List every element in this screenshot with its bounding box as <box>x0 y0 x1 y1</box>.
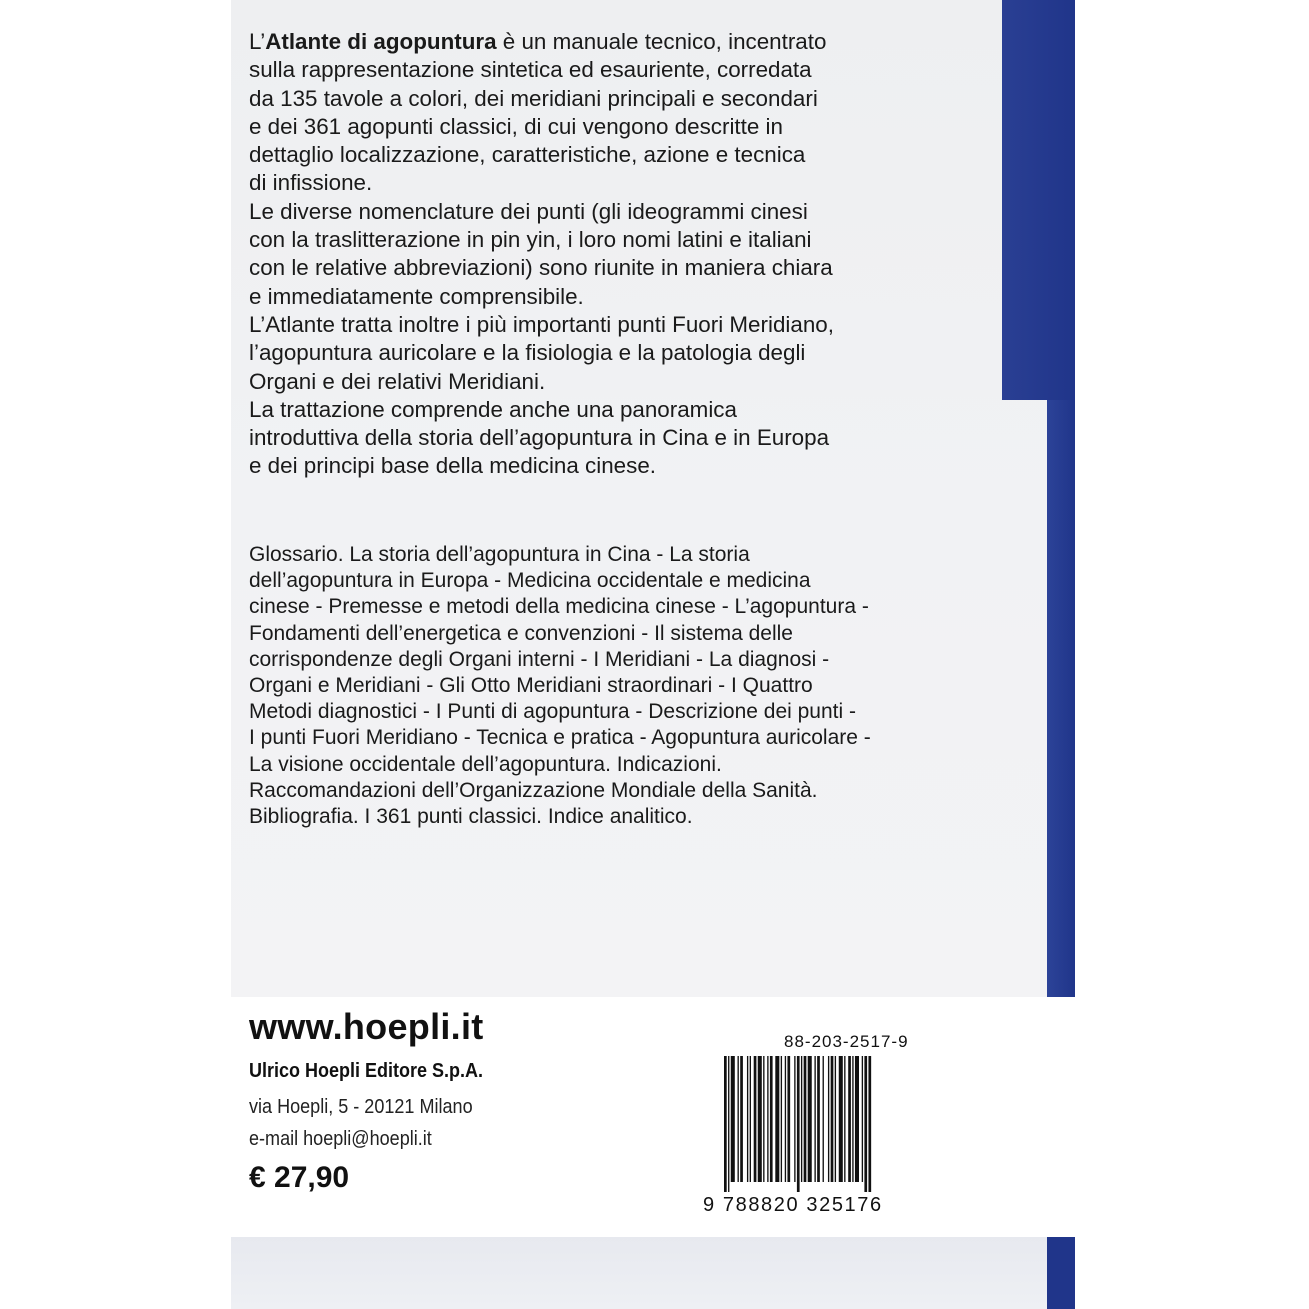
barcode-bar <box>797 1056 800 1192</box>
description-line: La trattazione comprende anche una panoramica <box>249 396 737 422</box>
price-label: € 27,90 <box>249 1161 350 1194</box>
description-line: dettaglio localizzazione, caratteristiche, azione e tecnica <box>249 142 806 168</box>
barcode-bar <box>844 1056 845 1182</box>
publisher-name: Ulrico Hoepli Editore S.p.A. <box>249 1060 484 1082</box>
barcode-bar <box>864 1056 867 1192</box>
barcode-bar <box>740 1056 743 1182</box>
barcode-bar <box>758 1056 762 1182</box>
barcode-bar <box>828 1056 829 1182</box>
barcode-bar <box>835 1056 836 1182</box>
description-line: Organi e dei relativi Meridiani. <box>249 368 546 394</box>
barcode-bar <box>814 1056 815 1182</box>
description-line: di infissione. <box>249 170 373 196</box>
barcode-bar <box>750 1056 751 1182</box>
barcode-bar <box>767 1056 768 1182</box>
barcode-bar <box>770 1056 773 1182</box>
barcode-bar <box>794 1056 795 1182</box>
barcode-bar <box>775 1056 779 1182</box>
isbn-barcode <box>723 1056 915 1194</box>
barcode-bar <box>738 1056 739 1182</box>
barcode-bar <box>848 1056 851 1182</box>
barcode-bar <box>808 1056 812 1182</box>
contents-line: Organi e Meridiani - Gli Otto Meridiani straordinari - I Quattro <box>249 674 813 698</box>
contents-line: Glossario. La storia dell’agopuntura in Cina - La storia <box>249 543 750 566</box>
barcode-bar <box>868 1056 871 1192</box>
contents-line: I punti Fuori Meridiano - Tecnica e pratica - Agopuntura auricolare - <box>249 726 871 750</box>
blue-spine-band-top <box>1002 0 1075 400</box>
book-title: Atlante di agopuntura <box>265 29 497 54</box>
description-line: e dei 361 agopunti classici, di cui vengono descritte in <box>249 113 783 139</box>
description-line: e dei principi base della medicina cinese. <box>249 453 657 479</box>
barcode-bar <box>804 1056 807 1182</box>
description-line-1: L’Atlante di agopuntura è un manuale tecnico, incentrato <box>249 29 827 54</box>
publisher-website[interactable]: www.hoepli.it <box>249 1006 484 1047</box>
contents-line: Raccomandazioni dell’Organizzazione Mondiale della Sanità. <box>249 778 818 802</box>
contents-line: cinese - Premesse e metodi della medicina cinese - L’agopuntura - <box>249 595 869 619</box>
description-line: sulla rappresentazione sintetica ed esauriente, corredata <box>249 57 812 83</box>
barcode-bar <box>763 1056 764 1182</box>
description-line: l’agopuntura auricolare e la fisiologia e la patologia degli <box>249 340 806 366</box>
barcode-bar <box>754 1056 757 1182</box>
description-line: Le diverse nomenclature dei punti (gli ideogrammi cinesi <box>249 198 808 224</box>
publisher-email[interactable]: e-mail hoepli@hoepli.it <box>249 1127 432 1150</box>
barcode-bar <box>731 1056 735 1182</box>
barcode-bar <box>823 1056 824 1182</box>
blue-spine-band-bottom <box>1047 1237 1075 1309</box>
contents-line: Bibliografia. I 361 punti classici. Indice analitico. <box>249 805 693 829</box>
barcode-bar <box>724 1056 727 1192</box>
description-line: con la traslitterazione in pin yin, i loro nomi latini e italiani <box>249 227 812 253</box>
publisher-address: via Hoepli, 5 - 20121 Milano <box>249 1095 473 1118</box>
barcode-bar <box>785 1056 786 1182</box>
description-line: L’Atlante tratta inoltre i più importanti punti Fuori Meridiano, <box>249 311 834 337</box>
barcode-bar <box>781 1056 782 1182</box>
bottom-edge <box>231 1237 1047 1309</box>
description-line: con le relative abbreviazioni) sono riunite in maniera chiara <box>249 255 833 281</box>
barcode-bar <box>855 1056 859 1182</box>
barcode-bar <box>787 1056 790 1182</box>
description-line: da 135 tavole a colori, dei meridiani principali e secondari <box>249 85 818 111</box>
description-line: e immediatamente comprensibile. <box>249 283 584 309</box>
contents-line: Metodi diagnostici - I Punti di agopuntura - Descrizione dei punti - <box>249 700 856 724</box>
contents-line: corrispondenze degli Organi interni - I Meridiani - La diagnosi - <box>249 647 830 671</box>
barcode-bar <box>862 1056 863 1182</box>
book-description <box>249 28 949 481</box>
contents-line: La visione occidentale dell’agopuntura. Indicazioni. <box>249 752 722 776</box>
ean-13-number: 9 788820 325176 <box>703 1194 883 1216</box>
barcode-bar <box>852 1056 853 1182</box>
barcode-bar <box>817 1056 820 1182</box>
description-line: introduttiva della storia dell’agopuntura in Cina e in Europa <box>249 425 830 451</box>
barcode-bar <box>728 1056 729 1192</box>
contents-line: Fondamenti dell’energetica e convenzioni - Il sistema delle <box>249 621 793 645</box>
barcode-bar <box>831 1056 834 1182</box>
blue-spine-band-middle <box>1047 400 1075 1000</box>
barcode-bar <box>747 1056 748 1182</box>
barcode-bar <box>839 1056 843 1182</box>
contents-line: dell’agopuntura in Europa - Medicina occidentale e medicina <box>249 569 811 593</box>
barcode-bar <box>801 1056 802 1182</box>
isbn-10: 88-203-2517-9 <box>784 1032 909 1051</box>
table-of-contents <box>249 542 949 830</box>
